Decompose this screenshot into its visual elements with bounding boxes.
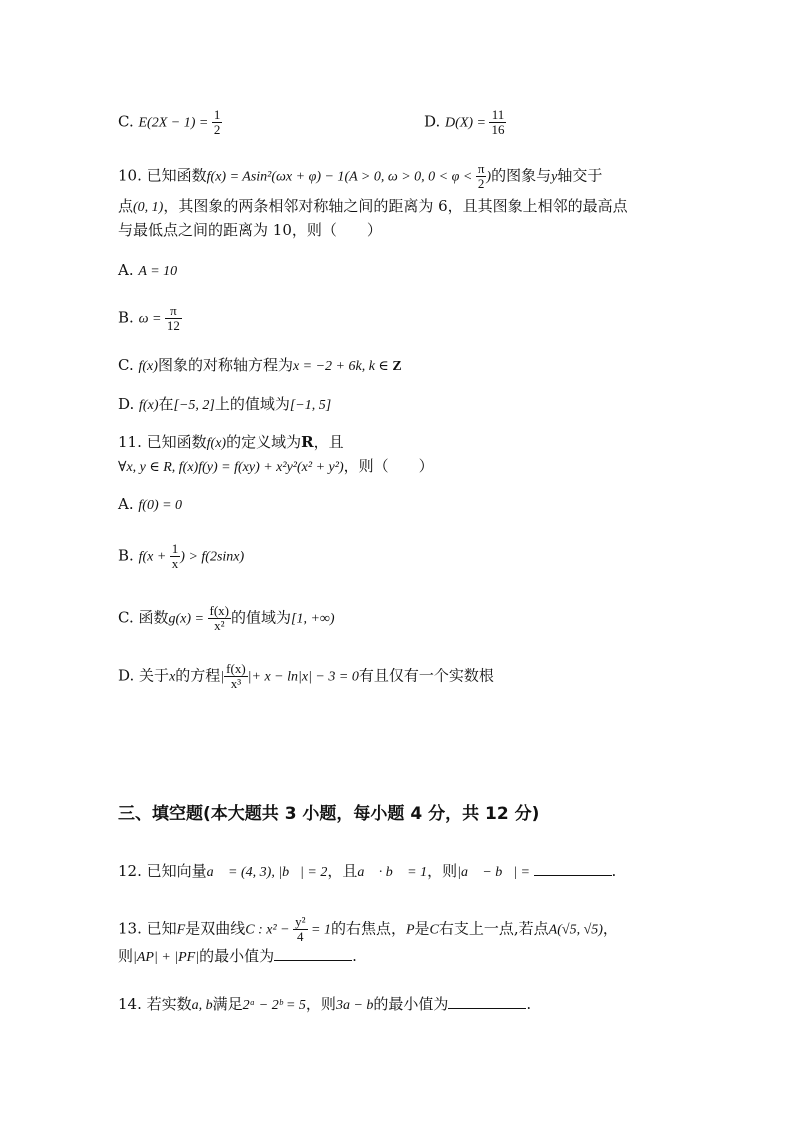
section-heading: 三、填空题(本大题共 3 小题，每小题 4 分，共 12 分) [118,804,540,824]
q10-option-b: B. ω = $\frac{\pi}{12}$ [118,303,180,333]
fraction: $\frac{1}{2}$ [213,107,221,137]
q11-option-c: C. 函数g(x) = $\frac{f(x)}{\text{x²}}$ 的值域为[1, +∞) [118,603,335,633]
option-label: C. [118,112,134,131]
q11-option-b: B. f(x + $\frac{1}{x}$ ) > f(2sinx) [118,541,245,571]
fraction: $\frac{\pi}{12}$ [166,303,180,333]
q10-stem-line2: 点(0, 1)，其图象的两条相邻对称轴之间的距离为 6，且其图象上相邻的最高点 [118,197,628,215]
fraction: $\frac{f(x)}{\text{x²}}$ [209,603,230,633]
q11-stem-line1: 11. 已知函数f(x)的定义域为R，且 [118,433,344,451]
fraction: $\frac{1}{x}$ [171,541,179,571]
math-expression: ∀x, y ∈ R, f(x)f(y) = f(xy) + x²y²(x² + y²) [118,460,344,475]
q10-option-a: A. A = 10 [118,261,178,279]
question-number: 11. [118,433,142,451]
fraction: $\frac{11}{16}$ [491,107,505,137]
fraction: $\frac{\pi}{2}$ [477,161,485,191]
fraction: $\frac{f(x)}{\text{x³}}$ [226,661,246,691]
q12-stem: 12. 已知向量a⃗ = (4, 3), |b⃗| = 2，且a⃗ · b⃗ = 1，则|a⃗ − b⃗| = . [118,862,617,880]
q10-option-c: C. f(x)图象的对称轴方程为x = −2 + 6k, k ∈ Z [118,356,402,374]
q11-option-d: D. 关于x的方程| $\frac{f(x)}{\text{x³}}$ |+ x − ln|x| − 3 = 0有且仅有一个实数根 [118,661,494,691]
answer-blank[interactable] [448,994,526,1009]
q13-stem-line1: 13. 已知F是双曲线C : x² − $\frac{\text{y²}}{4}$ = 1的右焦点，P是C右支上一点,若点A(√5, √5)， [118,914,618,944]
question-number: 13. [118,919,142,938]
question-number: 14. [118,995,142,1013]
question-number: 12. [118,862,142,880]
q10-stem-line3: 与最低点之间的距离为 10，则（ ） [118,221,382,239]
q10-stem-line1: 10. 已知函数f(x) = Asin²(ωx + φ) − 1(A > 0, ω > 0, 0 < φ < $\frac{\pi}{2}$ )的图象与y轴交于 [118,161,603,191]
fraction: $\frac{\text{y²}}{4}$ [295,914,306,944]
option-label: D. [424,112,441,131]
math-expression: D(X) = [445,115,490,131]
answer-blank[interactable] [534,861,612,876]
q9-option-c [118,108,222,137]
q10-option-d: D. f(x)在[−5, 2]上的值域为[−1, 5] [118,395,332,413]
q9-option-d [424,108,506,137]
q14-stem: 14. 若实数a, b满足2ᵃ − 2ᵇ = 5，则3a − b的最小值为 . [118,995,532,1013]
math-expression: E(2X − 1) = [138,115,212,131]
q11-option-a: A. f(0) = 0 [118,495,183,513]
question-number: 10. [118,166,142,185]
answer-blank[interactable] [274,946,352,961]
q13-stem-line2: 则|AP| + |PF|的最小值为 . [118,947,357,965]
q11-stem-line2: ∀x, y ∈ R, f(x)f(y) = f(xy) + x²y²(x² + y²)，则（ ） [118,457,434,475]
math-expression: f(x) = Asin²(ωx + φ) − 1 [206,169,345,185]
